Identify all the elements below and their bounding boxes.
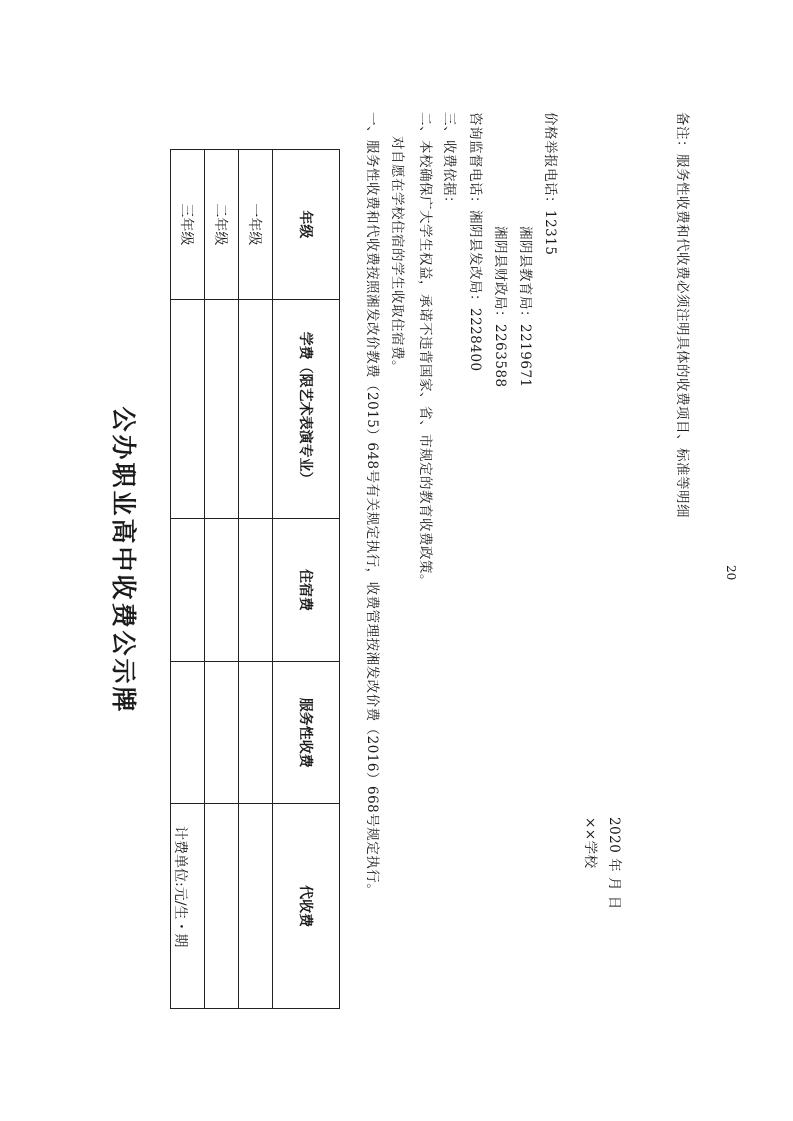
table-cell: [171, 804, 205, 1009]
table-cell: [205, 518, 239, 662]
signature-date: 2020 年 月 日: [606, 817, 622, 910]
table-cell: [171, 299, 205, 518]
table-cell: [205, 299, 239, 518]
header-accommodation: 住宿费: [273, 518, 340, 662]
table-cell: [239, 662, 273, 804]
policy-item-2: 二、本校确保广大学生权益，承诺不违背国家、省、市规定的教育收费政策。: [417, 112, 433, 588]
contact-education-bureau: 湘阴县教育局：2219671: [517, 226, 533, 388]
table-row: [171, 150, 205, 1009]
policy-item-1: 一、服务性收费和代收费按照湘发改价教费（2015）648号有关规定执行，收费管理按湘发改价费（2016）668号规定执行。: [364, 112, 380, 898]
table-row: [239, 150, 273, 1009]
table-cell: [239, 804, 273, 1009]
fee-table: [170, 149, 340, 1009]
table-cell: [171, 662, 205, 804]
contact-development-reform-bureau: 咨询监督电话：湘阴县发改局：2228400: [467, 112, 483, 372]
page-number: 20: [724, 565, 738, 581]
header-collected-fee: 代收费: [273, 804, 340, 1009]
table-row: [205, 150, 239, 1009]
school-signature: ××学校: [582, 817, 598, 869]
table-cell: [205, 662, 239, 804]
header-service-fee: 服务性收费: [273, 662, 340, 804]
header-grade: 年级: [273, 150, 340, 300]
policy-item-1-continued: 对自愿在学校住宿的学生收取住宿费。: [389, 136, 405, 374]
table-cell: [171, 518, 205, 662]
grade-cell: 二年级: [205, 150, 239, 300]
grade-cell: 一年级: [239, 150, 273, 300]
grade-cell: 三年级: [171, 150, 205, 300]
table-cell: [205, 804, 239, 1009]
contact-finance-bureau: 湘阴县财政局：2263588: [492, 226, 508, 388]
unit-note: 计费单位:元/生・期: [172, 826, 188, 948]
price-report-hotline: 价格举报电话：12315: [542, 112, 558, 256]
policy-item-3: 三、收费依据：: [441, 112, 457, 210]
header-tuition: 学费（限艺术表演专业）: [273, 299, 340, 518]
remark-note: 备注：服务性收费和代收费必须注明具体的收费项目、标准等明细: [674, 112, 690, 518]
table-cell: [239, 299, 273, 518]
table-cell: [239, 518, 273, 662]
table-header-row: [273, 150, 340, 1009]
document-title: 公办职业高中收费公示牌: [109, 406, 138, 715]
